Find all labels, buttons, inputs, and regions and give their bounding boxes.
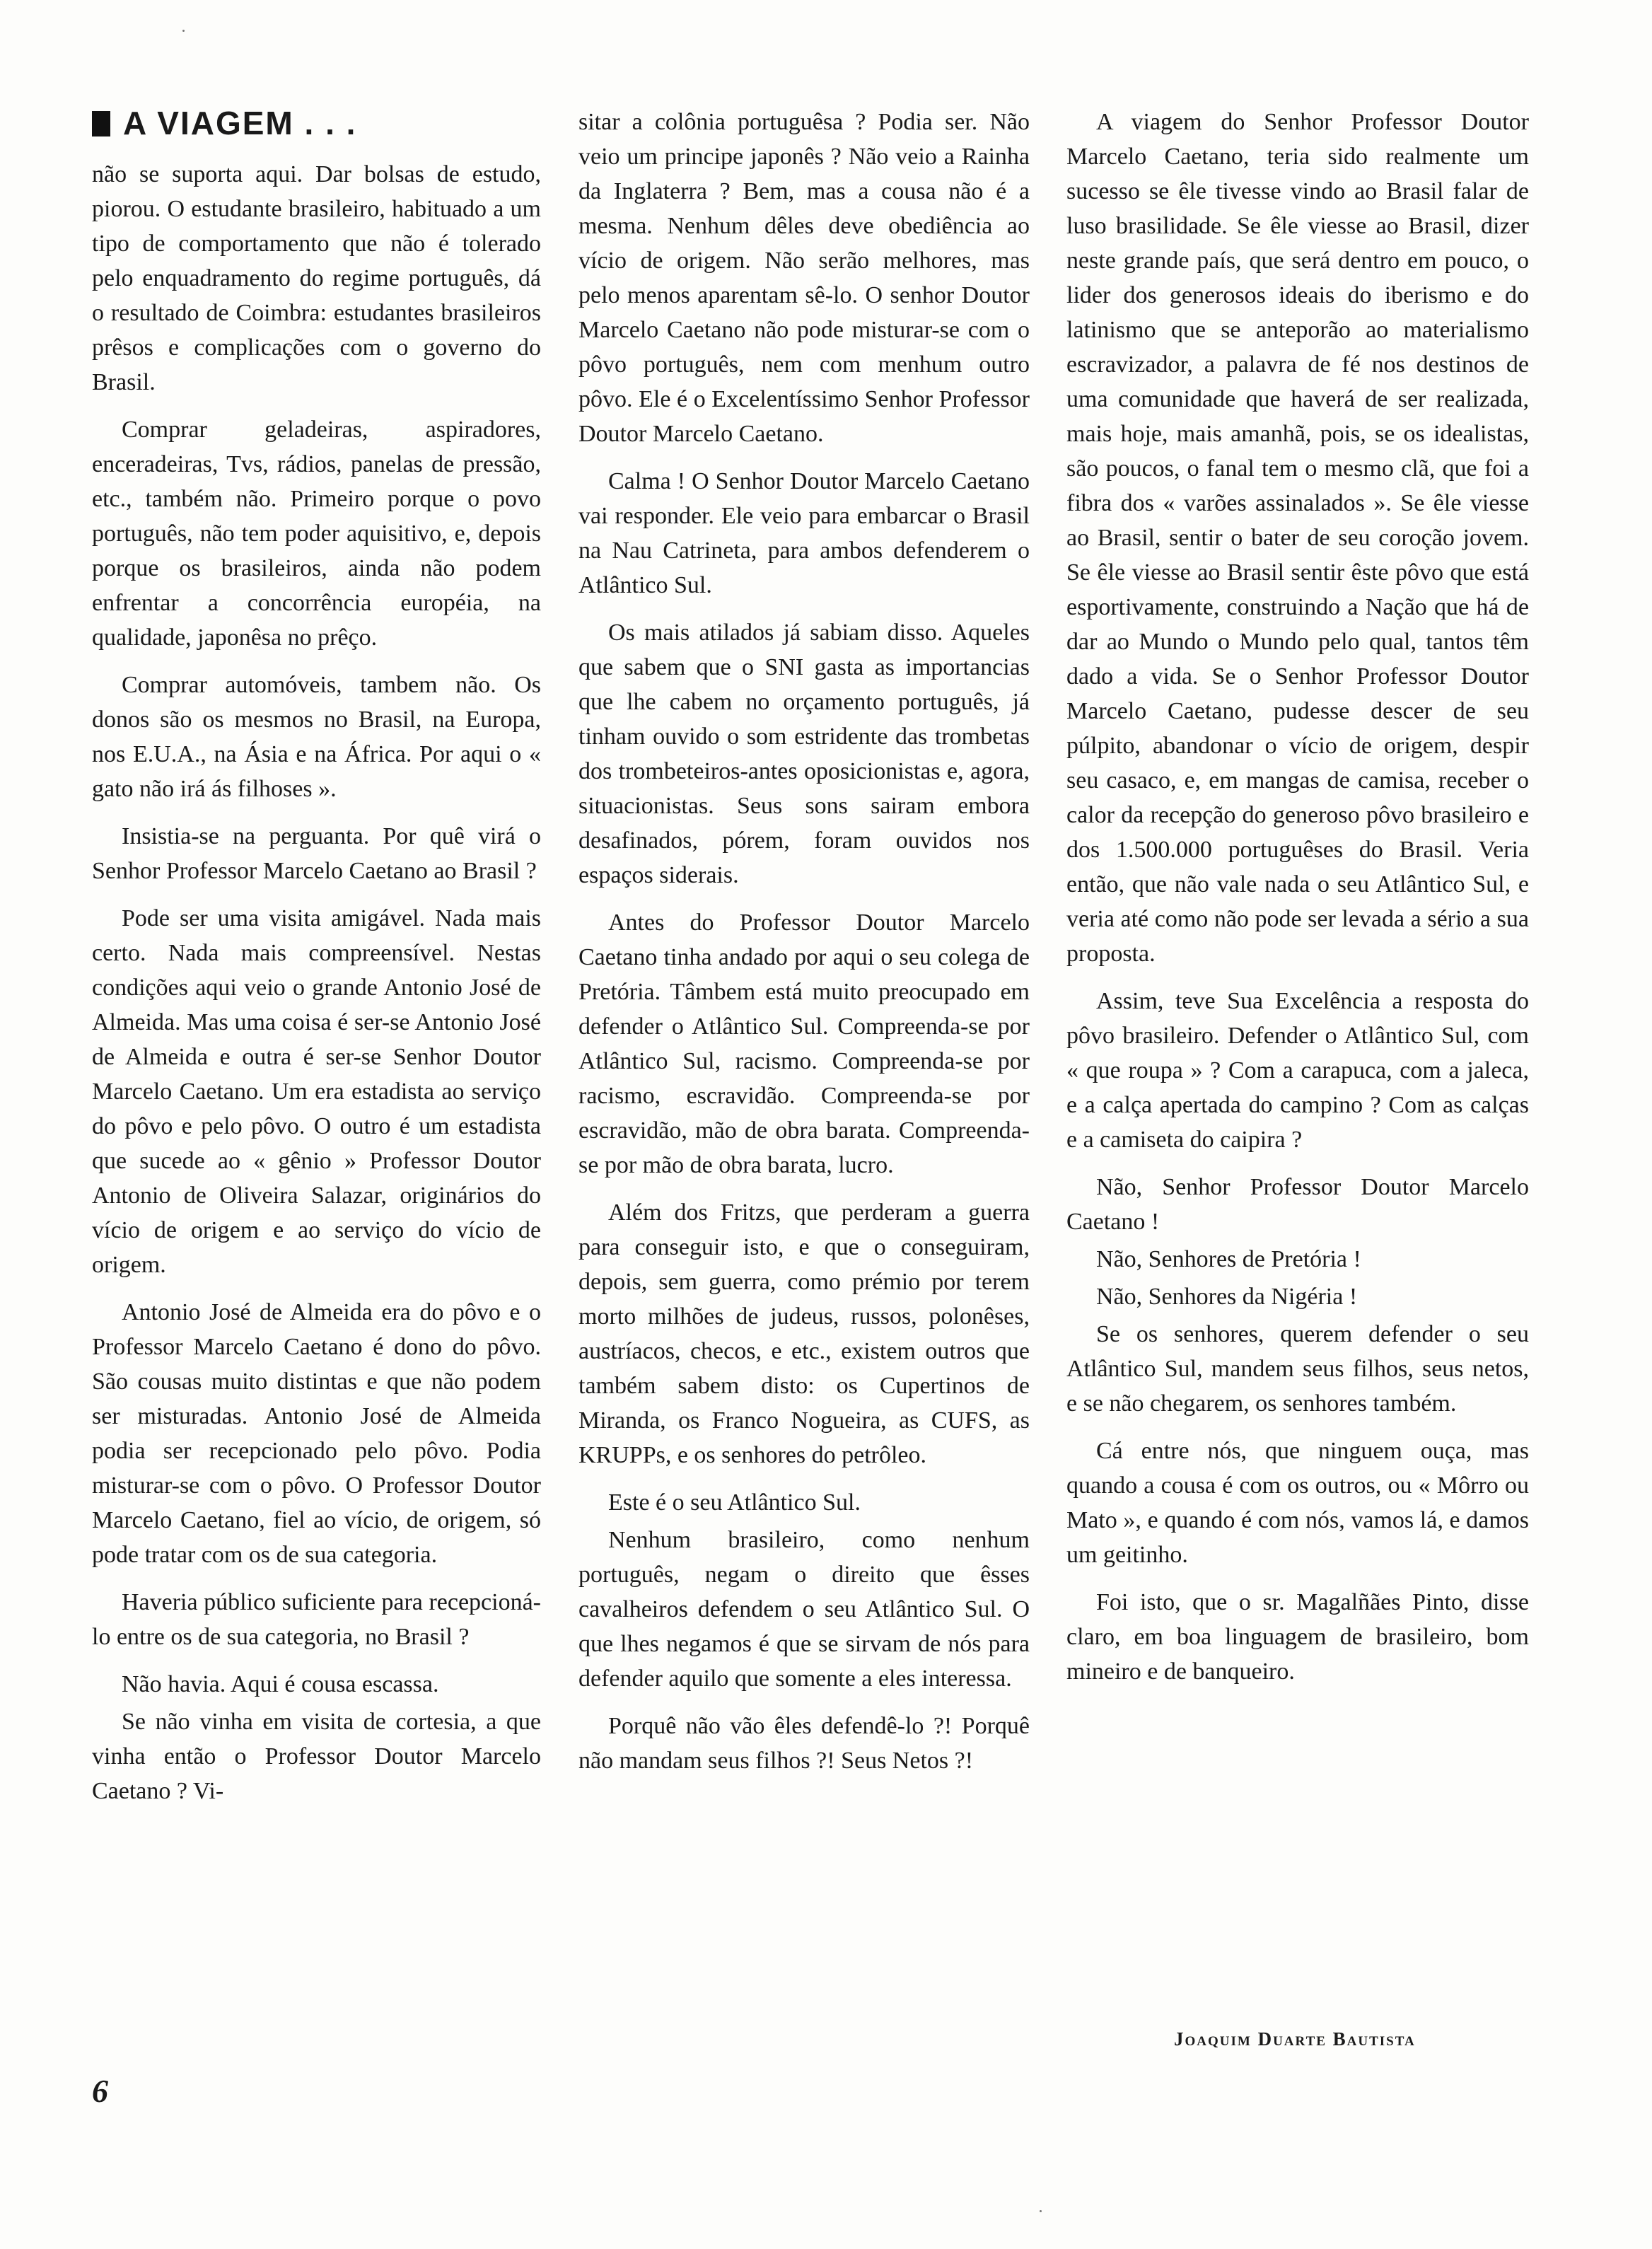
paragraph: Comprar geladeiras, aspiradores, enceradeiras, Tvs, rádios, panelas de pressão, etc., também não. Primeiro porque o povo português, não tem poder aquisitivo, e, depois porque os brasileiros, ainda não podem enfrentar a concorrência européia, na qualidade, japonêsa no prêço. (92, 417, 541, 651)
author-signature: Joaquim Duarte Bautista (1174, 2028, 1416, 2050)
paragraph: sitar a colônia portuguêsa ? Podia ser. Não veio um principe japonês ? Não veio a Rainha da Inglaterra ? Bem, mas a cousa não é a mesma. Nenhum dêles deve obediência ao vício de origem. Não serão melhores, mas pelo menos aparentam sê-lo. O senhor Doutor Marcelo Caetano não pode misturar-se com o pôvo português, nem com menhum outro pôvo. Ele é o Excelentíssimo Senhor Professor Doutor Marcelo Caetano. (578, 109, 1030, 447)
paragraph: Não, Senhor Professor Doutor Marcelo Caetano ! (1066, 1174, 1529, 1235)
paragraph: Assim, teve Sua Excelência a resposta do pôvo brasileiro. Defender o Atlântico Sul, com « que roupa » ? Com a carapuca, com a jaleca, e a calça apertada do campino ? Com as calças e a camiseta do caipira ? (1066, 988, 1529, 1153)
paragraph: Não havia. Aqui é cousa escassa. (122, 1671, 439, 1697)
paragraph: Não, Senhores da Nigéria ! (1096, 1284, 1358, 1310)
print-speck (1040, 2210, 1042, 2212)
page-number: 6 (92, 2073, 108, 2109)
paragraph: Os mais atilados já sabiam disso. Aqueles que sabem que o SNI gasta as importancias que lhe cabem no orçamento português, já tinham ouvido o som estridente das trombetas dos trombeteiros-antes oposicionistas e, agora, situacionistas. Seus sons sairam embora desafinados, pórem, foram ouvidos nos espaços siderais. (578, 620, 1030, 888)
paragraph: Cá entre nós, que ninguem ouça, mas quando a cousa é com os outros, ou « Môrro ou Mato », e quando é com nós, vamos lá, e damos um geitinho. (1066, 1438, 1529, 1568)
headline-text: A VIAGEM . . . (123, 105, 357, 141)
paragraph: Se os senhores, querem defender o seu Atlântico Sul, mandem seus filhos, seus netos, e se não chegarem, os senhores também. (1066, 1321, 1529, 1417)
paragraph: não se suporta aqui. Dar bolsas de estudo, piorou. O estudante brasileiro, habituado a um tipo de comportamento que não é tolerado pelo enquadramento do regime português, dá o resultado de Coimbra: estudantes brasileiros prêsos e complicações com o governo do Brasil. (92, 161, 541, 395)
paragraph: Insistia-se na perguanta. Por quê virá o Senhor Professor Marcelo Caetano ao Brasil ? (92, 823, 541, 884)
paragraph: Antonio José de Almeida era do pôvo e o Professor Marcelo Caetano é dono do pôvo. São cousas muito distintas e que não podem ser misturadas. Antonio José de Almeida podia ser recepcionado pelo pôvo. Podia misturar-se com o pôvo. O Professor Doutor Marcelo Caetano, fiel ao vício, de origem, só pode tratar com os de sua categoria. (92, 1299, 541, 1568)
paragraph: Antes do Professor Doutor Marcelo Caetano tinha andado por aqui o seu colega de Pretória. Tâmbem está muito preocupado em defender o Atlântico Sul. Compreenda-se por Atlântico Sul, racismo. Compreenda-se por racismo, escravidão. Compreenda-se por escravidão, mão de obra barata. Compreenda-se por mão de obra barata, lucro. (578, 910, 1030, 1178)
paragraph: Calma ! O Senhor Doutor Marcelo Caetano vai responder. Ele veio para embarcar o Brasil na Nau Catrineta, para ambos defenderem o Atlântico Sul. (578, 468, 1030, 598)
article-headline (92, 105, 541, 141)
article-column-3 (1066, 105, 1529, 1702)
article-column-1 (92, 105, 541, 1821)
paragraph: Não, Senhores de Pretória ! (1096, 1246, 1361, 1272)
paragraph: Este é o seu Atlântico Sul. (608, 1489, 861, 1516)
headline-square-bullet (92, 111, 110, 136)
paragraph: Nenhum brasileiro, como nenhum português, negam o direito que êsses cavalheiros defendem o seu Atlântico Sul. O que lhes negamos é que se sirvam de nós para defender aquilo que somente a eles interessa. (578, 1527, 1030, 1692)
paragraph: Foi isto, que o sr. Magalñães Pinto, disse claro, em boa linguagem de brasileiro, bom mineiro e de banqueiro. (1066, 1589, 1529, 1685)
paragraph: Haveria público suficiente para recepcioná-lo entre os de sua categoria, no Brasil ? (92, 1589, 541, 1650)
article-column-2 (578, 105, 1030, 1791)
paragraph: Comprar automóveis, tambem não. Os donos são os mesmos no Brasil, na Europa, nos E.U.A., na Ásia e na África. Por aqui o « gato não irá ás filhoses ». (92, 672, 541, 802)
paragraph: Porquê não vão êles defendê-lo ?! Porquê não mandam seus filhos ?! Seus Netos ?! (578, 1713, 1030, 1774)
paragraph: Pode ser uma visita amigável. Nada mais certo. Nada mais compreensível. Nestas condições aqui veio o grande Antonio José de Almeida. Mas uma coisa é ser-se Antonio José de Almeida e outra é ser-se Senhor Doutor Marcelo Caetano. Um era estadista ao serviço do pôvo e pelo pôvo. O outro é um estadista que sucede ao « gênio » Professor Doutor Antonio de Oliveira Salazar, originários do vício de origem e ao serviço do vício de origem. (92, 905, 541, 1278)
paragraph: Se não vinha em visita de cortesia, a que vinha então o Professor Doutor Marcelo Caetano ? Vi- (92, 1709, 541, 1804)
paragraph: A viagem do Senhor Professor Doutor Marcelo Caetano, teria sido realmente um sucesso se êle tivesse vindo ao Brasil falar de luso brasilidade. Se êle viesse ao Brasil, dizer neste grande país, que será dentro em pouco, o lider dos generosos ideais do iberismo e do latinismo que se anteporão ao materialismo escravizador, a palavra de fé nos destinos de uma comunidade que haverá de ser realizada, mais hoje, mais amanhã, pois, se os idealistas, são poucos, o fanal tem o mesmo clã, que foi a fibra dos « varões assinalados ». Se êle viesse ao Brasil, sentir o bater de seu coroção jovem. Se êle viesse ao Brasil sentir êste pôvo que está esportivamente, construindo a Nação que há de dar ao Mundo o Mundo pelo qual, tantos têm dado a vida. Se o Senhor Professor Doutor Marcelo Caetano, pudesse descer de seu púlpito, abandonar o vício de origem, despir seu casaco, e, em mangas de camisa, receber o calor da recepção do generoso pôvo brasileiro e dos 1.500.000 portuguêses do Brasil. Veria então, que não vale nada o seu Atlântico Sul, e veria até como não pode ser levada a sério a sua proposta. (1066, 109, 1529, 967)
print-speck (182, 30, 185, 32)
paragraph: Além dos Fritzs, que perderam a guerra para conseguir isto, e que o conseguiram, depois, sem guerra, como prémio por terem morto milhões de judeus, russos, polonêses, austríacos, checos, e etc., existem outros que também sabem disto: os Cupertinos de Miranda, os Franco Nogueira, as CUFS, as KRUPPs, e os senhores do petrôleo. (578, 1199, 1030, 1468)
